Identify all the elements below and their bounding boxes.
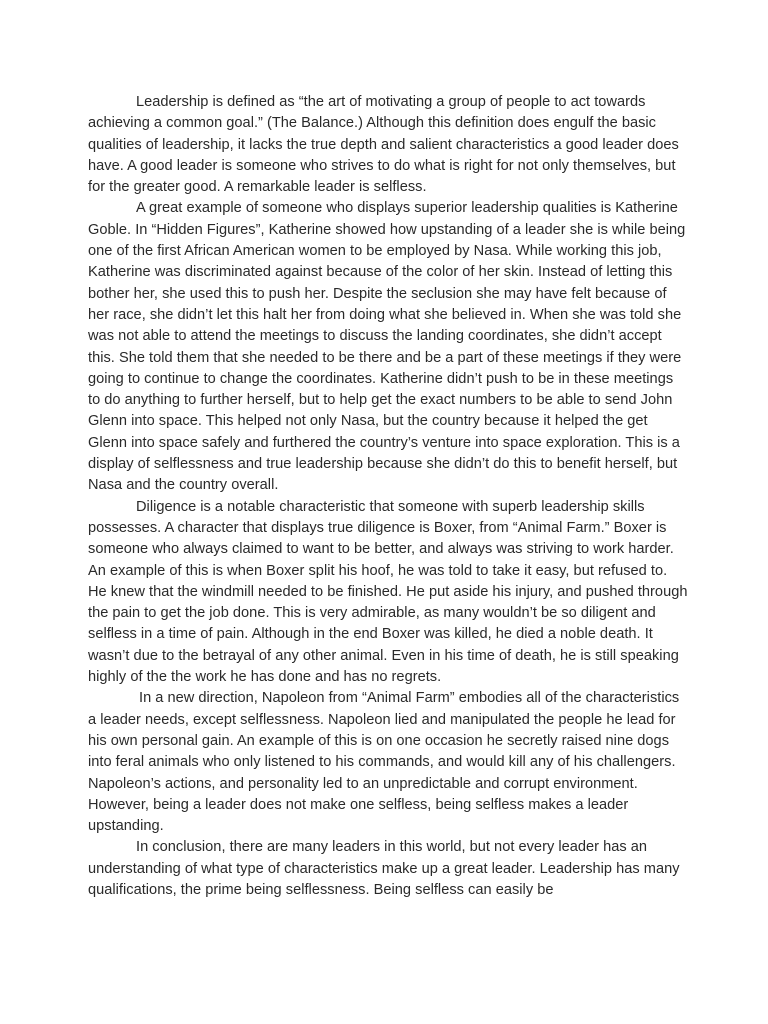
paragraph-boxer: Diligence is a notable characteristic that someone with superb leadership skills possesses. A character that displays true diligence is Boxer, from “Animal Farm.” Boxer is someone who always claimed to want to be better, and always was striving to work harder. An example of this is when Boxer split his hoof, he was told to take it easy, but refused to. He knew that the windmill needed to be finished. He put aside his injury, and pushed through the pain to get the job done. This is very admirable, as many wouldn’t be so diligent and selfless in a time of pain. Although in the end Boxer was killed, he died a noble death. It wasn’t due to the betrayal of any other animal. Even in his time of death, he is still speaking highly of the the work he has done and has no regrets. xyxy=(88,498,688,686)
paragraph-conclusion: In conclusion, there are many leaders in this world, but not every leader has an understanding of what type of characteristics make up a great leader. Leadership has many qualifications, the prime being selflessness. Being selfless can easily be xyxy=(88,839,680,898)
essay-body xyxy=(88,92,688,901)
paragraph-napoleon: In a new direction, Napoleon from “Animal Farm” embodies all of the characteristics a leader needs, except selflessness. Napoleon lied and manipulated the people he lead for his own personal gain. An example of this is on one occasion he secretly raised nine dogs into feral animals who only listened to his commands, and would kill any of his challengers. Napoleon’s actions, and personality led to an unpredictable and corrupt environment. However, being a leader does not make one selfless, being selfless makes a leader upstanding. xyxy=(88,690,680,835)
paragraph-introduction: Leadership is defined as “the art of motivating a group of people to act towards achieving a common goal.” (The Balance.) Although this definition does engulf the basic qualities of leadership, it lacks the true depth and salient characteristics a good leader does have. A good leader is someone who strives to do what is right for not only themselves, but for the greater good. A remarkable leader is selfless. xyxy=(88,94,679,196)
paragraph-katherine-goble: A great example of someone who displays superior leadership qualities is Katherine Goble. In “Hidden Figures”, Katherine showed how upstanding of a leader she is while being one of the first African American women to be employed by Nasa. While working this job, Katherine was discriminated against because of the color of her skin. Instead of letting this bother her, she used this to push her. Despite the seclusion she may have felt because of her race, she didn’t let this halt her from doing what she believed in. When she was told she was not able to attend the meetings to discuss the landing coordinates, she didn’t accept this. She told them that she needed to be there and be a part of these meetings if they were going to continue to change the coordinates. Katherine didn’t push to be in these meetings to do anything to further herself, but to help get the exact numbers to be able to send John Glenn into space. This helped not only Nasa, but the country because it helped the get Glenn into space safely and furthered the country’s venture into space exploration. This is a display of selflessness and true leadership because she didn’t do this to benefit herself, but Nasa and the country overall. xyxy=(88,200,686,494)
